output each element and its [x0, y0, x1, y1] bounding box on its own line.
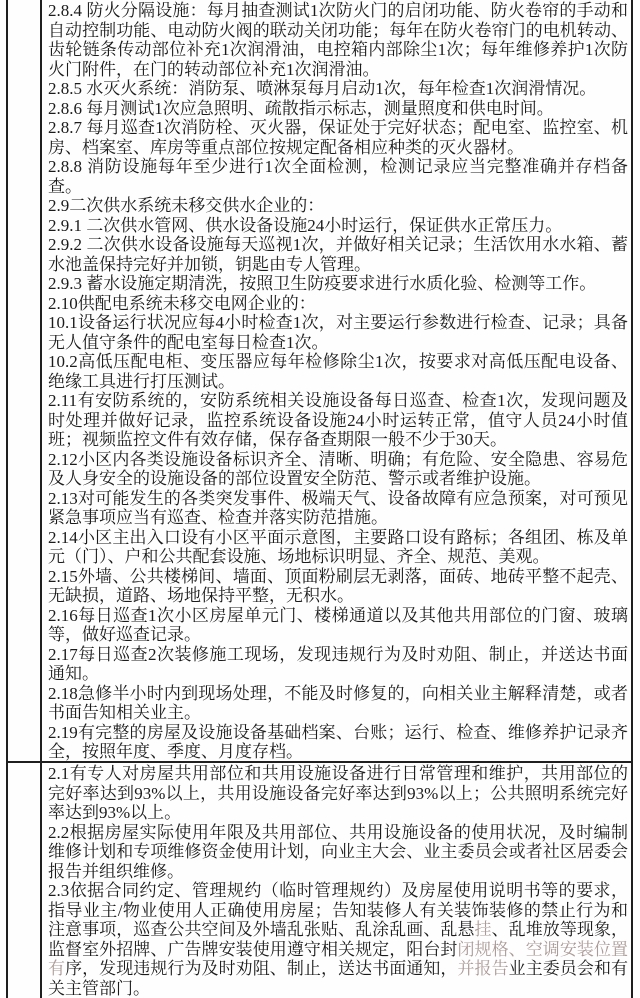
clause-paragraph [48, 823, 628, 882]
clause-paragraph [48, 1, 628, 79]
clause-text: 2.8.5 水灭火系统：消防泵、喷淋泵每月启动1次，每年检查1次润滑情况。 [48, 79, 597, 98]
clause-paragraph [48, 645, 628, 684]
clause-paragraph [48, 157, 628, 196]
clause-text: 2.9.2 二次供水设备设施每天巡视1次，并做好相关记录；生活饮用水水箱、蓄水池盖保持完好并加锁，钥匙由专人管理。 [48, 235, 628, 274]
watermark-faded-text: 挂 [474, 920, 492, 939]
clause-text: 2.16每日巡查1次小区房屋单元门、楼梯通道以及其他共用部位的门窗、玻璃等，做好巡查记录。 [48, 605, 628, 644]
clause-text: 2.9.3 蓄水设施定期清洗，按照卫生防疫要求进行水质化验、检测等工作。 [48, 274, 597, 293]
clause-text: 2.9.1 二次供水管网、供水设备设施24小时运行，保证供水正常压力。 [48, 215, 563, 235]
clause-text: 、乱堆放等现象，监督室外招牌、广告牌安装使用遵守相关规定，阳台封 [48, 920, 629, 959]
clause-text: 2.19有完整的房屋及设施设备基础档案、台账；运行、检查、维修养护记录齐全，按照年度、季度、月度存档。 [48, 722, 628, 761]
clause-paragraph [48, 274, 628, 294]
clause-text: 2.18急修半小时内到现场处理，不能及时修复的，向相关业主解释清楚，或者书面告知相关业主。 [48, 683, 628, 722]
clause-text: 2.3依据合同约定、管理规约（临时管理规约）及房屋使用说明书等的要求，指导业主/物业使用人正确使用房屋；告知装修人有关装饰装修的禁止行为和注意事项，巡查公共空间及外墙乱张贴、乱涂乱画、乱悬 [48, 881, 628, 939]
clause-paragraph [48, 450, 628, 489]
clause-text: 2.8.8 消防设施每年至少进行1次全面检测，检测记录应当完整准确并存档备查。 [48, 157, 628, 196]
table-row-management [8, 763, 631, 998]
watermark-faded-text: 并报告 [457, 959, 509, 978]
clause-text: 2.12小区内各类设施设备标识齐全、清晰、明确；有危险、安全隐患、容易危及人身安全的设施设备的部位设置安全防范、警示或者维护设施。 [48, 449, 628, 488]
clause-paragraph [48, 79, 628, 99]
row-content-cell [42, 0, 631, 761]
clause-text: 2.10供配电系统未移交电网企业的： [48, 293, 316, 313]
clause-text: 2.1有专人对房屋共用部位和共用设施设备进行日常管理和维护，共用部位的完好率达到93%以上，共用设施设备完好率达到93%以上；公共照明系统完好率达到93%以上。 [48, 764, 628, 822]
regulation-table [6, 0, 633, 998]
clause-paragraph [48, 391, 628, 450]
clause-text: 2.13对可能发生的各类突发事件、极端天气、设备故障有应急预案，对可预见紧急事项应当有巡查、检查并落实防范措施。 [48, 488, 628, 527]
clause-text: 2.17每日巡查2次装修施工现场，发现违规行为及时劝阻、制止，并送达书面通知。 [48, 644, 628, 683]
clause-paragraph [48, 294, 628, 314]
clause-text: 2.14小区主出入口设有小区平面示意图，主要路口设有路标；各组团、栋及单元（门）、户和公共配套设施、场地标识明显、齐全、规范、美观。 [48, 527, 628, 566]
clause-text: 2.15外墙、公共楼梯间、墙面、顶面粉刷层无剥落，面砖、地砖平整不起壳、无缺损，道路、场地保持平整，无积水。 [48, 566, 628, 605]
clause-paragraph [48, 723, 628, 762]
row-label-cell [8, 763, 42, 998]
clause-paragraph [48, 118, 628, 157]
clause-paragraph [48, 764, 628, 823]
clause-text: 2.11有安防系统的，安防系统相关设施设备每日巡查、检查1次，发现问题及时处理并做好记录，监控系统设备设施24小时运转正常，值守人员24小时值班；视频监控文件有效存储，保存备查期限一般不少于30天。 [48, 391, 628, 449]
clause-text: 序，发现违规行为及时劝阻、制止，送达书面通知， [65, 959, 458, 978]
row-content-cell [42, 763, 631, 998]
clause-paragraph [48, 196, 628, 216]
clause-text: 2.8.4 防火分隔设施：每月抽查测试1次防火门的启闭功能、防火卷帘的手动和自动控制功能、电动防火阀的联动关闭功能；每年在防火卷帘门的电机转动、齿轮链条传动部位补充1次润滑油，电控箱内部除尘1次；每年维修养护1次防火门附件，在门的转动部位补充1次润滑油。 [48, 1, 628, 79]
clause-text: 2.8.6 每月测试1次应急照明、疏散指示标志，测量照度和供电时间。 [48, 98, 554, 118]
clause-paragraph [48, 313, 628, 352]
watermark-faded-text: 闭规格、空调安装位置有 [48, 939, 628, 978]
clause-paragraph [48, 99, 628, 119]
clause-text: 10.2高低压配电柜、变压器应每年检修除尘1次，按要求对高低压配电设备、绝缘工具进行打压测试。 [48, 352, 628, 391]
clause-text: 2.9二次供水系统未移交供水企业的： [48, 196, 325, 215]
table-row-maintenance [8, 0, 631, 763]
clause-paragraph [48, 528, 628, 567]
clause-paragraph [48, 216, 628, 236]
clause-paragraph [48, 684, 628, 723]
clause-text: 业主委员会和有关主管部门。 [48, 959, 629, 998]
clause-paragraph [48, 881, 628, 998]
row-label-cell [8, 0, 42, 761]
clause-paragraph [48, 489, 628, 528]
clause-text: 2.2根据房屋实际使用年限及共用部位、共用设施设备的使用状况，及时编制维修计划和专项维修资金使用计划，向业主大会、业主委员会或者社区居委会报告并组织维修。 [48, 822, 628, 881]
clause-paragraph [48, 352, 628, 391]
clause-paragraph [48, 567, 628, 606]
clause-text: 2.8.7 每月巡查1次消防栓、灭火器，保证处于完好状态；配电室、监控室、机房、档案室、库房等重点部位按规定配备相应种类的灭火器材。 [48, 118, 628, 157]
clause-paragraph [48, 606, 628, 645]
clause-text: 10.1设备运行状况应每4小时检查1次，对主要运行参数进行检查、记录；具备无人值守条件的配电室每日检查1次。 [48, 313, 628, 352]
clause-paragraph [48, 235, 628, 274]
